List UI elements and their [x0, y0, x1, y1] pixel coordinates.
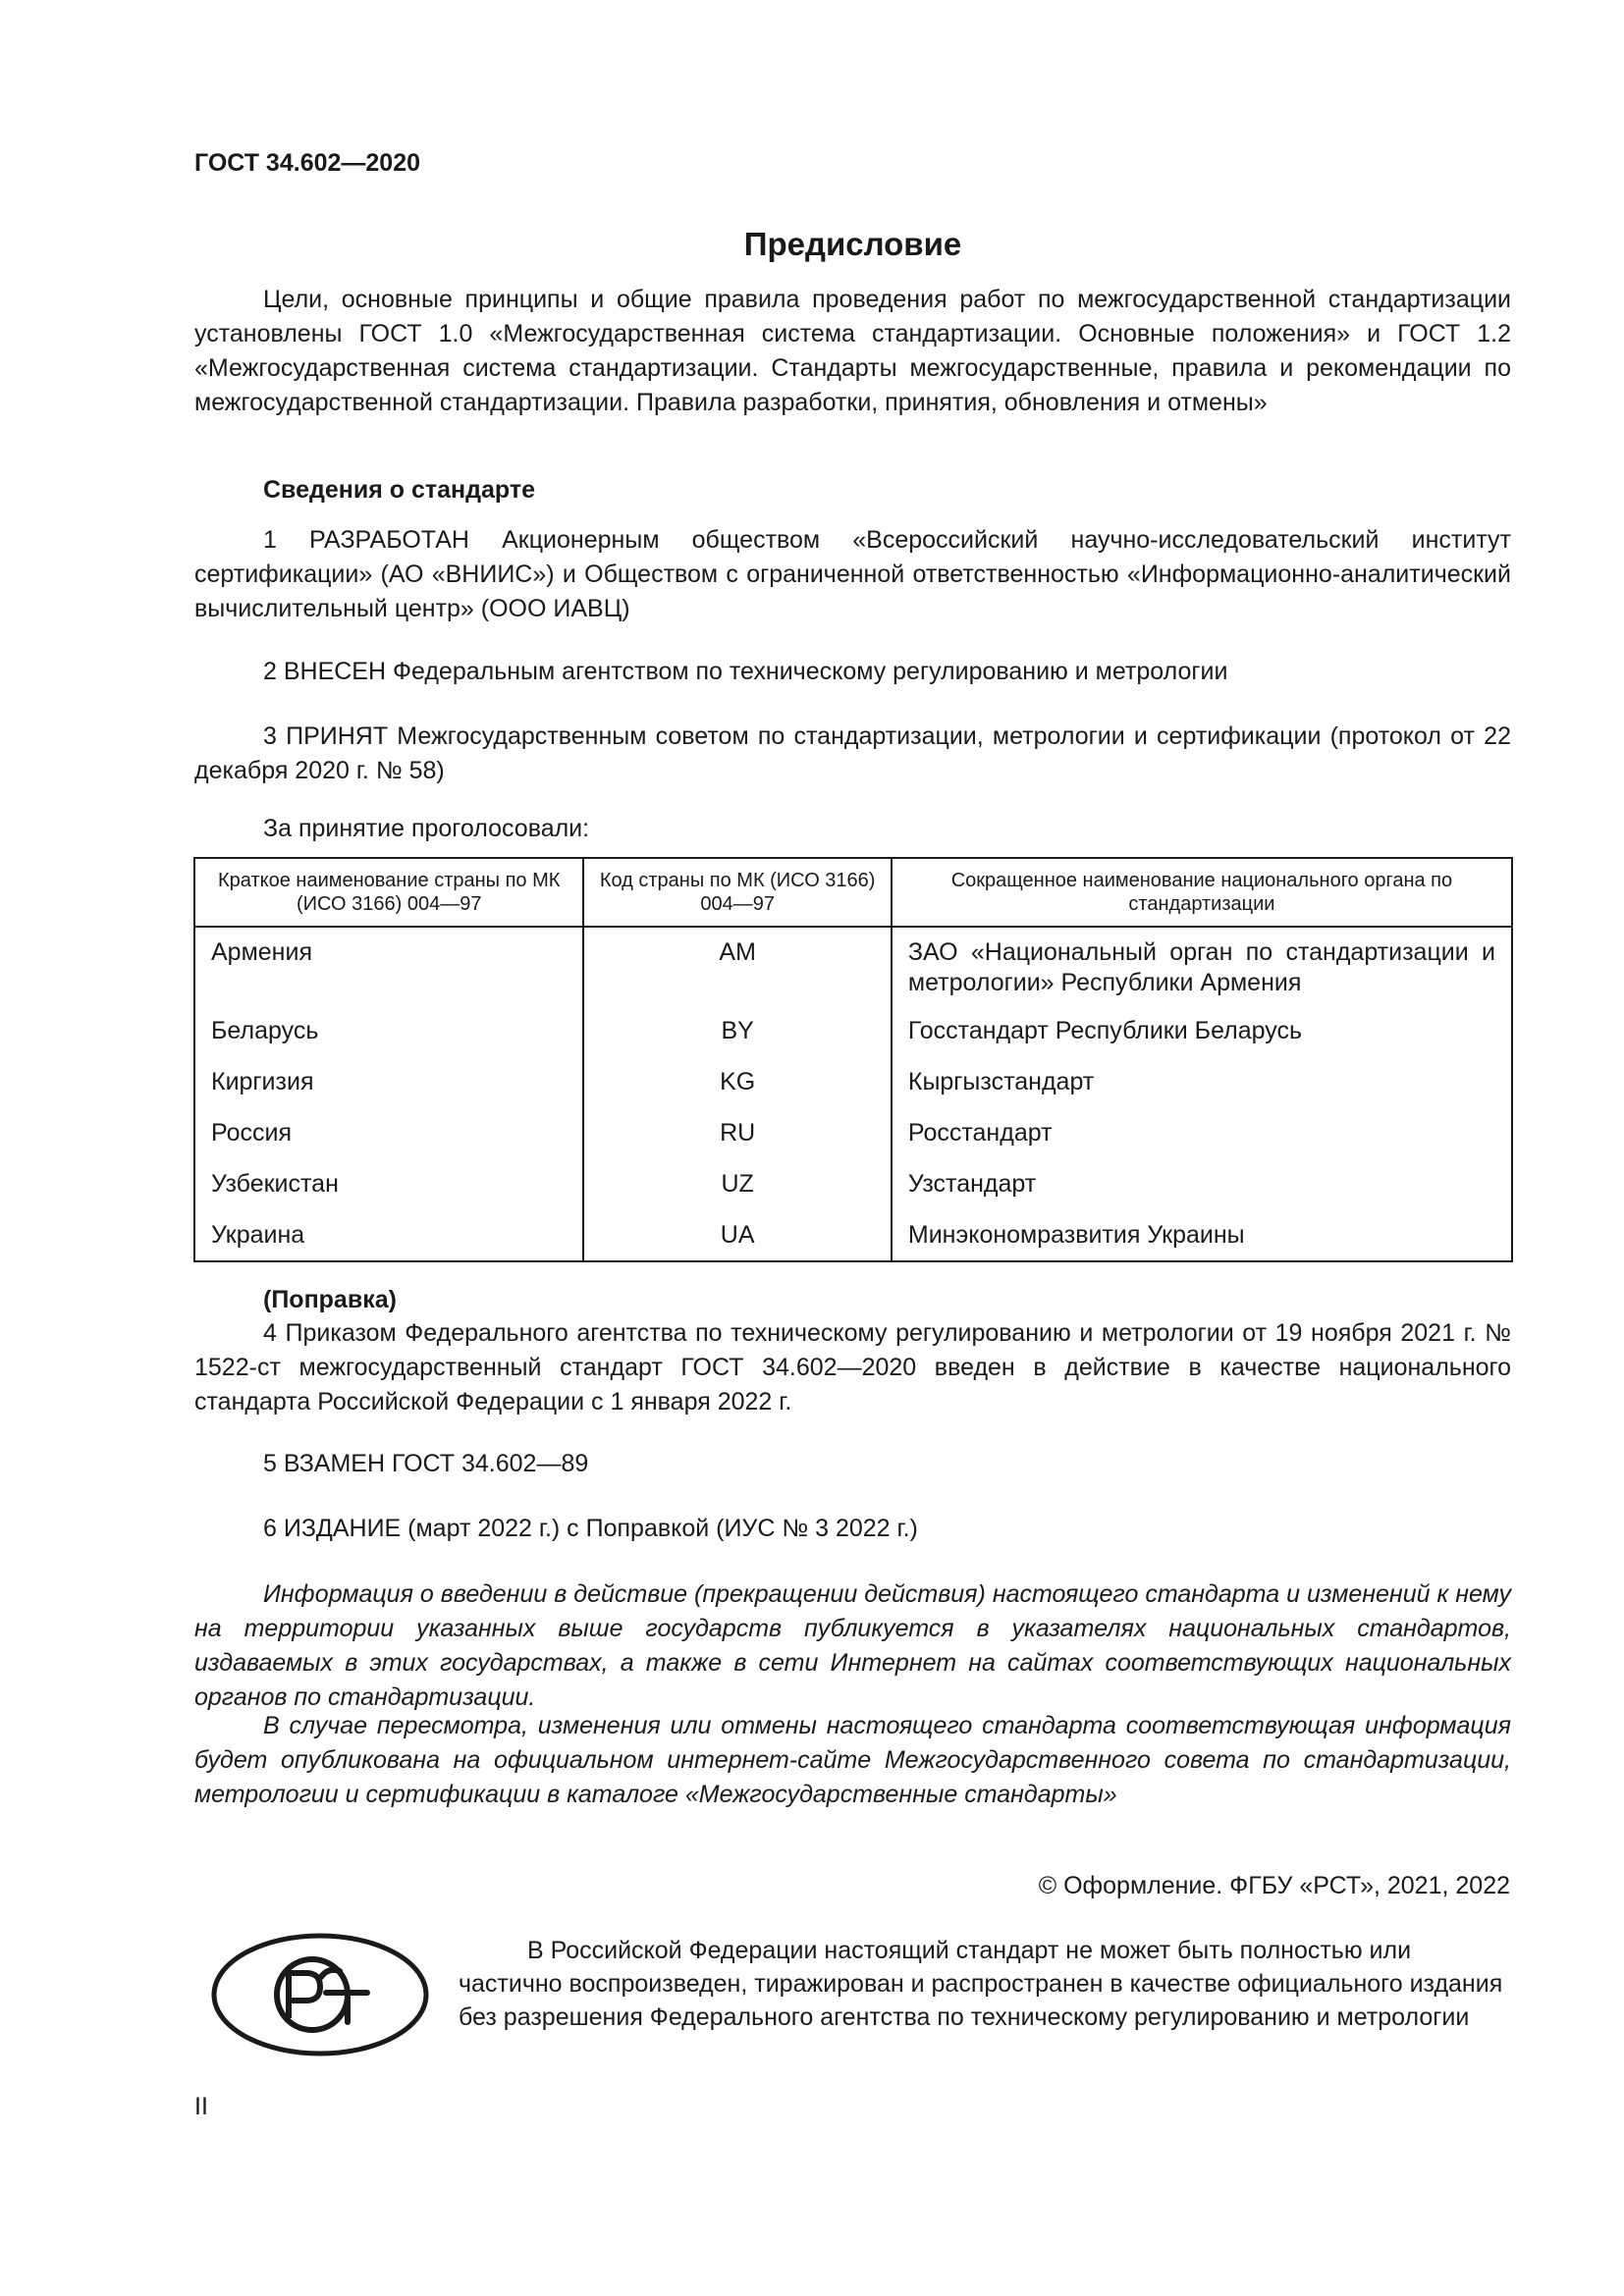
document-code: ГОСТ 34.602—2020 — [194, 149, 421, 177]
item-3-adopted: 3 ПРИНЯТ Межгосударственным советом по стандартизации, метрологии и сертификации (протокол от 22 декабря 2020 г. № 58) — [194, 722, 1511, 784]
cell-organ: ЗАО «Национальный орган по стандартизации и метрологии» Республики Армения — [892, 927, 1512, 1014]
cell-organ: Росстандарт — [892, 1116, 1512, 1167]
cell-code: AM — [583, 927, 891, 1014]
intro-paragraph: Цели, основные принципы и общие правила проведения работ по межгосударственной стандартизации установлены ГОСТ 1.0 «Межгосударственная система стандартизации. Основные положения» и ГОСТ 1.2 «Межгосударственная система стандартизации. Стандарты межгосударственные, правила и рекомендации по межгосударственной стандартизации. Правила разработки, принятия, обновления и отмены» — [194, 286, 1511, 416]
table-row — [194, 1116, 1512, 1167]
header-country: Краткое наименование страны по МК (ИСО 3166) 004—97 — [194, 858, 583, 927]
cell-code: UA — [583, 1218, 891, 1261]
info-heading: Сведения о стандарте — [263, 476, 536, 504]
table-header-row — [194, 858, 1512, 927]
page-title: Предисловие — [743, 226, 962, 262]
table-row — [194, 927, 1512, 1014]
cell-code: RU — [583, 1116, 891, 1167]
cell-organ: Госстандарт Республики Беларусь — [892, 1014, 1512, 1065]
header-organ: Сокращенное наименование национального органа по стандартизации — [892, 858, 1512, 927]
item-6-edition: 6 ИЗДАНИЕ (март 2022 г.) с Поправкой (ИУС № 3 2022 г.) — [263, 1515, 918, 1542]
note-paragraph-1: Информация о введении в действие (прекращении действия) настоящего стандарта и изменений к нему на территории указанных выше государств публикуется в указателях национальных стандартов, издаваемых в этих государствах, а также в сети Интернет на сайтах соответствующих национальных органов по стандартизации. — [194, 1580, 1511, 1711]
cell-country: Украина — [194, 1218, 583, 1261]
page-number: II — [194, 2093, 208, 2120]
header-code: Код страны по МК (ИСО 3166) 004—97 — [583, 858, 891, 927]
cell-country: Узбекистан — [194, 1167, 583, 1218]
cell-country: Киргизия — [194, 1065, 583, 1116]
cell-code: UZ — [583, 1167, 891, 1218]
cell-organ: Узстандарт — [892, 1167, 1512, 1218]
table-row — [194, 1167, 1512, 1218]
item-1-developed: 1 РАЗРАБОТАН Акционерным обществом «Всероссийский научно-исследовательский институт сертификации» (АО «ВНИИС») и Обществом с ограниченной ответственностью «Информационно-аналитический вычислительный центр» (ООО ИАВЦ) — [194, 526, 1511, 622]
cell-country: Армения — [194, 927, 583, 1014]
voted-label: За принятие проголосовали: — [263, 815, 590, 842]
rst-certification-mark-icon — [210, 1932, 431, 2057]
cell-country: Россия — [194, 1116, 583, 1167]
cell-country: Беларусь — [194, 1014, 583, 1065]
amendment-label: (Поправка) — [263, 1286, 397, 1313]
item-5-replaces: 5 ВЗАМЕН ГОСТ 34.602—89 — [263, 1450, 589, 1477]
cell-code: KG — [583, 1065, 891, 1116]
table-row — [194, 1065, 1512, 1116]
table-row — [194, 1218, 1512, 1261]
note-paragraph-2: В случае пересмотра, изменения или отмены настоящего стандарта соответствующая информация будет опубликована на официальном интернет-сайте Межгосударственного совета по стандартизации, метрологии и сертификации в каталоге «Межгосударственные стандарты» — [194, 1712, 1511, 1808]
item-2-submitted: 2 ВНЕСЕН Федеральным агентством по техническому регулированию и метрологии — [263, 658, 1228, 685]
cell-organ: Минэкономразвития Украины — [892, 1218, 1512, 1261]
copyright-line: © Оформление. ФГБУ «РСТ», 2021, 2022 — [1038, 1872, 1510, 1899]
cell-organ: Кыргызстандарт — [892, 1065, 1512, 1116]
voting-table — [193, 857, 1513, 1262]
legal-notice: В Российской Федерации настоящий стандарт не может быть полностью или частично воспроизведен, тиражирован и распространен в качестве официального издания без разрешения Федерального агентства по техническому регулированию и метрологии — [459, 1937, 1503, 2031]
table-row — [194, 1014, 1512, 1065]
item-4-enacted: 4 Приказом Федерального агентства по техническому регулированию и метрологии от 19 ноября 2021 г. № 1522-ст межгосударственный стандарт ГОСТ 34.602—2020 введен в действие в качестве национального стандарта Российской Федерации с 1 января 2022 г. — [194, 1319, 1511, 1415]
cell-code: BY — [583, 1014, 891, 1065]
